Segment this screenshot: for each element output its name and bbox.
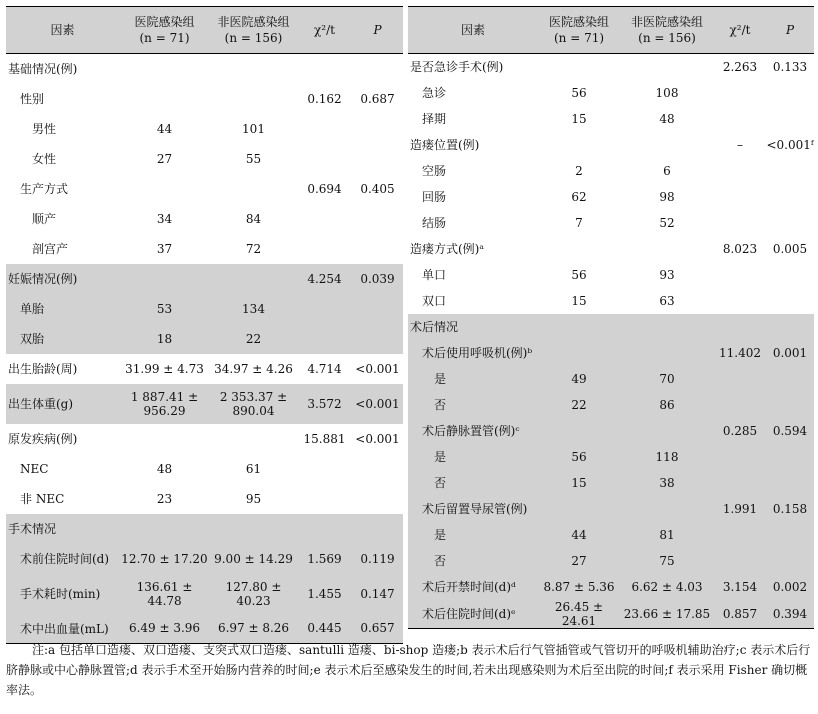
left-header-row: [6, 7, 403, 54]
table-row: [408, 210, 814, 236]
p-value: [766, 548, 814, 574]
row-label: 顺产: [32, 212, 57, 226]
header-p: P: [766, 7, 814, 54]
stat-value: [297, 114, 352, 144]
header-p: P: [352, 7, 403, 54]
row-label: 术后使用呼吸机(例)ᵇ: [408, 340, 538, 366]
group1-value: 12.70 ± 17.20: [119, 544, 210, 574]
p-value: [766, 210, 814, 236]
table-row: [408, 366, 814, 392]
stat-value: [714, 80, 766, 106]
p-value: [766, 288, 814, 314]
group1-value: 15: [571, 293, 587, 308]
header-group2: [620, 7, 714, 54]
stat-value: [297, 454, 352, 484]
p-value: 0.405: [360, 181, 395, 196]
stat-value: [297, 294, 352, 324]
group1-value: 56: [571, 267, 587, 282]
group1-value: 27: [538, 548, 620, 574]
group1-value: 22: [538, 392, 620, 418]
table-row: [6, 454, 403, 484]
row-label: 手术耗时(min): [6, 574, 119, 614]
p-value: 0.147: [352, 574, 403, 614]
row-label: 剖宫产: [32, 242, 69, 256]
row-label: 是: [408, 366, 538, 392]
row-label: 非 NEC: [20, 492, 65, 506]
table-row: [408, 314, 814, 340]
group2-value: 6.62 ± 4.03: [620, 574, 714, 600]
right-table-body: [408, 54, 814, 629]
group2-value: 9.00 ± 14.29: [210, 544, 297, 574]
p-value: [766, 470, 814, 496]
p-value: 0.394: [766, 600, 814, 629]
p-value: [352, 324, 403, 354]
group2-value: 81: [620, 522, 714, 548]
row-label: 出生体重(g): [6, 384, 119, 424]
group1-value: [538, 314, 620, 340]
group2-value: 108: [655, 85, 679, 100]
p-value: <0.001: [352, 384, 403, 424]
group2-value: [210, 264, 297, 294]
p-value: [352, 514, 403, 544]
group2-value: 38: [620, 470, 714, 496]
p-value: 0.687: [360, 91, 395, 106]
table-row: [6, 234, 403, 264]
row-label: 造瘘方式(例)ᵃ: [410, 242, 484, 256]
table-row: [408, 574, 814, 600]
row-label: 单口: [422, 268, 447, 282]
group2-value: 6.97 ± 8.26: [210, 614, 297, 644]
group2-value: 98: [659, 189, 675, 204]
group2-value: [210, 84, 297, 114]
group1-value: [538, 340, 620, 366]
group2-value: 86: [620, 392, 714, 418]
group2-value: 101: [242, 121, 265, 136]
table-row: [6, 574, 403, 614]
p-value: 0.158: [766, 496, 814, 522]
row-label: 单胎: [6, 294, 119, 324]
stat-value: 0.285: [714, 418, 766, 444]
table-row: [408, 158, 814, 184]
p-value: [766, 262, 814, 288]
group1-value: 27: [156, 151, 173, 166]
table-row: [408, 548, 814, 574]
group1-value: 31.99 ± 4.73: [125, 361, 204, 376]
p-value: [766, 522, 814, 548]
p-value: 0.594: [766, 418, 814, 444]
table-row: [6, 354, 403, 384]
table-row: [408, 262, 814, 288]
group2-value: 118: [620, 444, 714, 470]
group1-value: [119, 174, 210, 204]
p-value: [766, 80, 814, 106]
group1-value: 15: [571, 111, 587, 126]
header-group1-label: 医院感染组: [134, 15, 195, 29]
p-value: <0.001: [355, 431, 400, 446]
stat-value: 0.162: [307, 91, 342, 106]
row-label: 是: [408, 522, 538, 548]
table-row: [408, 236, 814, 262]
group1-value: 136.61 ± 44.78: [119, 574, 210, 614]
group2-value: [620, 236, 714, 262]
row-label: 造瘘位置(例): [410, 138, 480, 152]
table-row: [6, 144, 403, 174]
p-value: [766, 106, 814, 132]
stat-value: 1.455: [297, 574, 352, 614]
p-value: [766, 392, 814, 418]
stat-value: [714, 366, 766, 392]
table-row: [6, 174, 403, 204]
table-row: [408, 132, 814, 158]
stat-value: 4.254: [297, 264, 352, 294]
group2-value: 134: [210, 294, 297, 324]
group2-value: 22: [210, 324, 297, 354]
group2-value: [620, 54, 714, 80]
group2-value: 55: [245, 151, 262, 166]
group2-value: 34.97 ± 4.26: [214, 361, 293, 376]
table-row: [408, 496, 814, 522]
right-header-row: [408, 7, 814, 54]
group2-value: [210, 174, 297, 204]
row-label: 手术情况: [6, 514, 119, 544]
group2-value: 95: [245, 491, 262, 506]
stat-value: [714, 158, 766, 184]
group2-value: 93: [659, 267, 675, 282]
row-label: 是否急诊手术(例): [410, 60, 504, 75]
group1-value: 34: [156, 211, 173, 226]
group1-value: 49: [538, 366, 620, 392]
table-row: [6, 264, 403, 294]
row-label: 否: [408, 470, 538, 496]
stat-value: 15.881: [303, 431, 346, 446]
group2-value: 2 353.37 ± 890.04: [210, 384, 297, 424]
group1-value: 56: [538, 444, 620, 470]
group1-value: 6.49 ± 3.96: [119, 614, 210, 644]
p-value: [766, 314, 814, 340]
row-label: 术后情况: [408, 314, 538, 340]
stat-value: [297, 514, 352, 544]
table-row: [6, 614, 403, 644]
p-value: [766, 366, 814, 392]
table-notes: 注:a 包括单口造瘘、双口造瘘、支突式双口造瘘、santulli 造瘘、bi-shop 造瘘;b 表示术后行气管插管或气管切开的呼吸机辅助治疗;c 表示术后行脐静脉或中心静脉置管;d 表示手术至开始肠内营养的时间;e 表示术后至感染发生的时间,若未出现感染则为术后至出院的时间;f 表示采用 Fisher 确切概率法。: [6, 643, 811, 697]
stat-value: [714, 522, 766, 548]
table-row: [408, 418, 814, 444]
p-value: <0.001: [355, 361, 400, 376]
p-value: 0.002: [766, 574, 814, 600]
stat-value: [714, 444, 766, 470]
row-label: 基础情况(例): [8, 62, 78, 77]
table-row: [408, 80, 814, 106]
group1-value: [119, 514, 210, 544]
group1-value: [119, 84, 210, 114]
stat-value: [714, 314, 766, 340]
group2-value: 61: [245, 461, 262, 476]
group1-value: [538, 236, 620, 262]
group2-value: 23.66 ± 17.85: [620, 600, 714, 629]
header-stat: χ²/t: [714, 7, 766, 54]
header-group1: [119, 7, 210, 54]
stat-value: [297, 234, 352, 264]
p-value: [766, 444, 814, 470]
table-row: [6, 114, 403, 144]
table-row: [408, 288, 814, 314]
header-group1-n: (n = 71): [139, 31, 190, 45]
stat-value: 0.694: [307, 181, 342, 196]
group1-value: 62: [571, 189, 587, 204]
row-label: 否: [408, 548, 538, 574]
header-group2-n: (n = 156): [224, 31, 283, 45]
right-table-panel: [408, 6, 814, 629]
group2-value: 48: [659, 111, 675, 126]
p-value: [352, 204, 403, 234]
stat-value: [714, 262, 766, 288]
stat-value: 4.714: [307, 361, 342, 376]
table-row: [6, 384, 403, 424]
table-row: [408, 54, 814, 80]
stat-value: 3.572: [297, 384, 352, 424]
stat-value: –: [737, 137, 743, 152]
row-label: 生产方式: [20, 182, 69, 196]
row-label: 回肠: [422, 190, 447, 204]
table-row: [6, 514, 403, 544]
p-value: [766, 158, 814, 184]
row-label: 女性: [32, 152, 57, 166]
p-value: [352, 144, 403, 174]
group2-value: [210, 424, 297, 454]
row-label: 妊娠情况(例): [6, 264, 119, 294]
stat-value: 3.154: [714, 574, 766, 600]
table-row: [6, 484, 403, 514]
stat-value: [714, 184, 766, 210]
stat-value: 1.991: [714, 496, 766, 522]
p-value: 0.133: [772, 59, 808, 74]
row-label: 双口: [422, 294, 447, 308]
stat-value: 8.023: [722, 241, 758, 256]
right-data-table: [408, 6, 814, 629]
row-label: 双胎: [6, 324, 119, 354]
row-label: 性别: [20, 92, 45, 106]
group1-value: [538, 54, 620, 80]
p-value: 0.039: [352, 264, 403, 294]
group1-value: [538, 132, 620, 158]
group2-value: 72: [245, 241, 262, 256]
row-label: 术后住院时间(d)ᵉ: [408, 600, 538, 629]
group1-value: [119, 264, 210, 294]
p-value: 0.005: [772, 241, 808, 256]
group2-value: 63: [659, 293, 675, 308]
stat-value: 0.445: [297, 614, 352, 644]
group1-value: [119, 424, 210, 454]
row-label: 否: [408, 392, 538, 418]
header-group2-n: (n = 156): [638, 31, 696, 45]
p-value: [352, 234, 403, 264]
header-factor: 因素: [408, 7, 538, 54]
p-value: 0.119: [352, 544, 403, 574]
row-label: 术中出血量(mL): [6, 614, 119, 644]
left-data-table: [6, 6, 403, 644]
row-label: 是: [408, 444, 538, 470]
table-row: [408, 340, 814, 366]
table-row: [408, 470, 814, 496]
group2-value: 75: [620, 548, 714, 574]
stat-value: [714, 210, 766, 236]
group2-value: 70: [620, 366, 714, 392]
row-label: 原发疾病(例): [8, 432, 78, 446]
group1-value: 18: [119, 324, 210, 354]
group1-value: 1 887.41 ± 956.29: [119, 384, 210, 424]
header-group2-label: 非医院感染组: [217, 15, 290, 29]
group2-value: [210, 514, 297, 544]
group1-value: [538, 496, 620, 522]
row-label: 空肠: [422, 164, 447, 178]
group2-value: [620, 340, 714, 366]
group2-value: 6: [663, 163, 671, 178]
left-table-panel: [6, 6, 403, 644]
group1-value: 37: [156, 241, 173, 256]
table-row: [408, 106, 814, 132]
group1-value: 48: [156, 461, 173, 476]
row-label: 男性: [32, 122, 57, 136]
stat-value: [714, 288, 766, 314]
row-label: 术前住院时间(d): [6, 544, 119, 574]
table-row: [408, 522, 814, 548]
group1-value: 15: [538, 470, 620, 496]
table-row: [408, 184, 814, 210]
stat-value: [297, 324, 352, 354]
header-group2: [210, 7, 297, 54]
header-group1-n: (n = 71): [553, 31, 605, 45]
table-row: [408, 392, 814, 418]
table-row: [6, 324, 403, 354]
stat-value: [714, 470, 766, 496]
p-value: [352, 294, 403, 324]
stat-value: [297, 54, 352, 84]
header-stat: χ²/t: [297, 7, 352, 54]
group1-value: 2: [575, 163, 583, 178]
row-label: 术后静脉置管(例)ᶜ: [408, 418, 538, 444]
p-value: 0.001: [766, 340, 814, 366]
row-label: 结肠: [422, 216, 447, 230]
stat-value: [714, 392, 766, 418]
table-row: [6, 84, 403, 114]
row-label: 术后开禁时间(d)ᵈ: [408, 574, 538, 600]
table-row: [6, 544, 403, 574]
row-label: 择期: [422, 112, 447, 126]
header-group2-label: 非医院感染组: [630, 15, 703, 29]
header-group1-label: 医院感染组: [548, 15, 609, 29]
p-value: [352, 484, 403, 514]
stat-value: [297, 144, 352, 174]
group1-value: 44: [156, 121, 173, 136]
stat-value: 0.857: [714, 600, 766, 629]
p-value: [352, 454, 403, 484]
table-row: [6, 424, 403, 454]
stat-value: 2.263: [722, 59, 758, 74]
left-table-body: [6, 54, 403, 644]
table-row: [6, 294, 403, 324]
group2-value: [620, 132, 714, 158]
group1-value: 44: [538, 522, 620, 548]
p-value: 0.657: [352, 614, 403, 644]
p-value: [352, 114, 403, 144]
table-row: [6, 204, 403, 234]
group1-value: 56: [571, 85, 587, 100]
group1-value: [119, 54, 210, 84]
stat-value: [297, 204, 352, 234]
row-label: 出生胎龄(周): [8, 362, 78, 376]
stat-value: [714, 106, 766, 132]
stat-value: [297, 484, 352, 514]
group1-value: [538, 418, 620, 444]
group1-value: 26.45 ± 24.61: [538, 600, 620, 629]
row-label: 急诊: [422, 86, 447, 100]
group1-value: 23: [156, 491, 173, 506]
group2-value: [620, 496, 714, 522]
stat-value: [714, 548, 766, 574]
group1-value: 7: [575, 215, 583, 230]
p-value: <0.001ᶠ: [766, 137, 814, 152]
group2-value: [210, 54, 297, 84]
group2-value: [620, 418, 714, 444]
row-label: 术后留置导尿管(例): [408, 496, 538, 522]
row-label: NEC: [20, 461, 49, 476]
group2-value: 127.80 ± 40.23: [210, 574, 297, 614]
stat-value: 11.402: [714, 340, 766, 366]
table-row: [408, 444, 814, 470]
stat-value: 1.569: [297, 544, 352, 574]
group1-value: 53: [119, 294, 210, 324]
group2-value: 52: [659, 215, 675, 230]
header-factor: 因素: [6, 7, 119, 54]
header-group1: [538, 7, 620, 54]
table-row: [408, 600, 814, 629]
p-value: [766, 184, 814, 210]
group2-value: [620, 314, 714, 340]
table-row: [6, 54, 403, 84]
group1-value: 8.87 ± 5.36: [538, 574, 620, 600]
group2-value: 84: [245, 211, 262, 226]
p-value: [352, 54, 403, 84]
